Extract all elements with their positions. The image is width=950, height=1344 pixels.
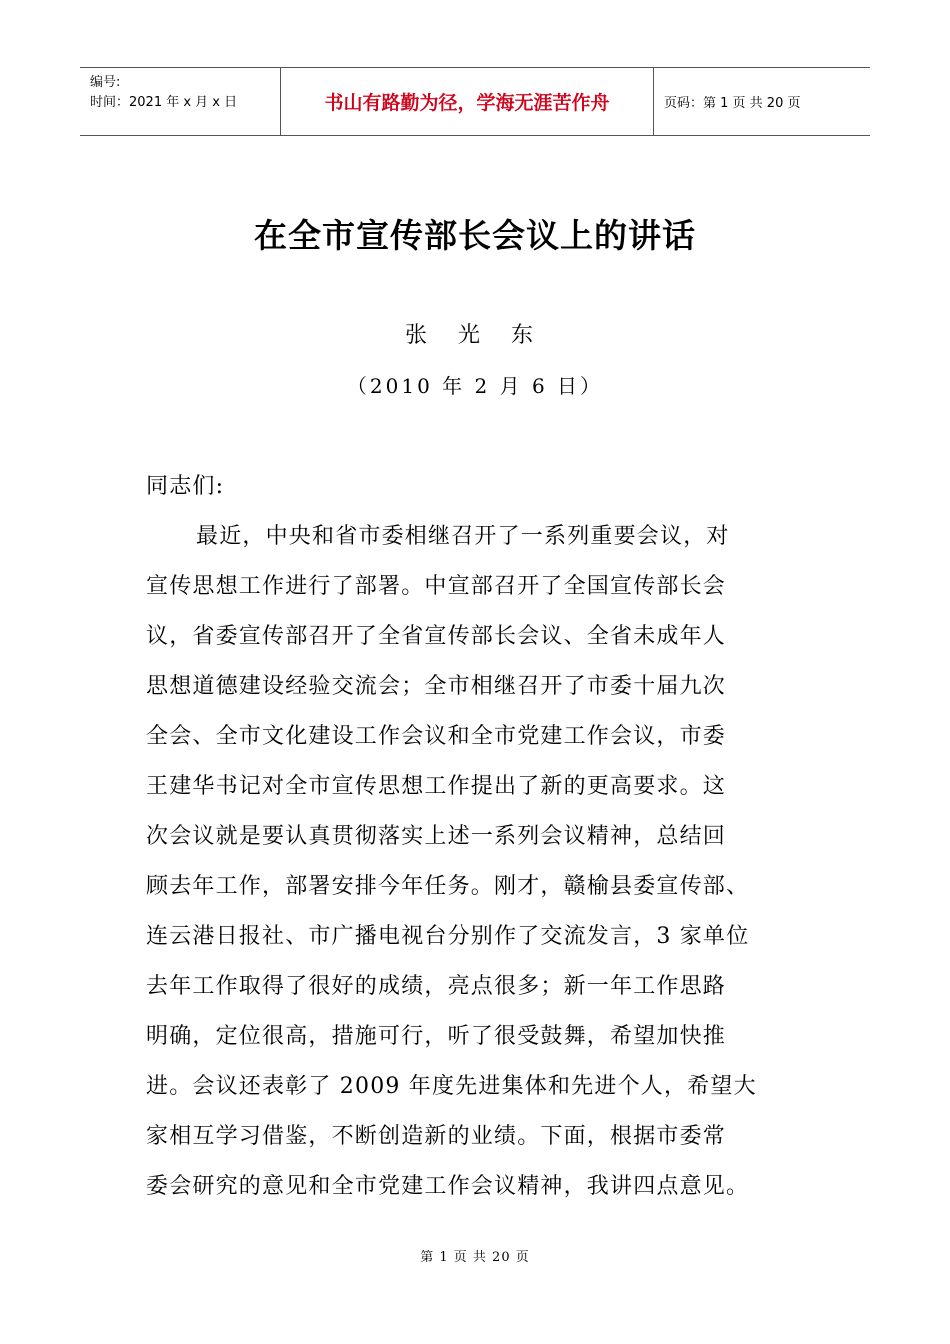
document-number-label: 编号: xyxy=(90,75,121,90)
body-line: 进。会议还表彰了 2009 年度先进集体和先进个人，希望大 xyxy=(146,1074,757,1099)
header-page-cell xyxy=(654,68,870,135)
body-line: 思想道德建设经验交流会；全市相继召开了市委十届九次 xyxy=(146,674,727,699)
body-line: 家相互学习借鉴，不断创造新的业绩。下面，根据市委常 xyxy=(146,1124,727,1149)
salutation: 同志们: xyxy=(146,474,225,499)
body-line: 连云港日报社、市广播电视台分别作了交流发言，3 家单位 xyxy=(146,924,750,949)
body-line: 最近，中央和省市委相继召开了一系列重要会议，对 xyxy=(196,524,730,549)
document-date: （2010 年 2 月 6 日） xyxy=(346,374,604,398)
document-body xyxy=(146,462,812,1212)
body-line: 王建华书记对全市宣传思想工作提出了新的更高要求。这 xyxy=(146,774,727,799)
body-line: 宣传思想工作进行了部署。中宣部召开了全国宣传部长会 xyxy=(146,574,727,599)
document-title: 在全市宣传部长会议上的讲话 xyxy=(254,216,696,255)
header-table xyxy=(80,67,870,136)
header-meta-cell xyxy=(80,68,281,135)
body-line: 明确，定位很高，措施可行，听了很受鼓舞，希望加快推 xyxy=(146,1024,727,1049)
body-line: 去年工作取得了很好的成绩，亮点很多；新一年工作思路 xyxy=(146,974,727,999)
page-footer: 第 1 页 共 20 页 xyxy=(420,1250,530,1265)
page-info-text: 页码：第 1 页 共 20 页 xyxy=(664,96,801,111)
body-line: 全会、全市文化建设工作会议和全市党建工作会议，市委 xyxy=(146,724,727,749)
body-line: 委会研究的意见和全市党建工作会议精神，我讲四点意见。 xyxy=(146,1174,750,1199)
document-author: 张 光 东 xyxy=(405,323,545,348)
body-line: 次会议就是要认真贯彻落实上述一系列会议精神，总结回 xyxy=(146,824,727,849)
motto-text: 书山有路勤为径，学海无涯苦作舟 xyxy=(324,92,610,114)
body-line: 议，省委宣传部召开了全省宣传部长会议、全省未成年人 xyxy=(146,624,727,649)
document-time-label: 时间：2021 年 x 月 x 日 xyxy=(90,95,238,110)
header-motto-cell xyxy=(281,68,654,135)
body-line: 顾去年工作，部署安排今年任务。刚才，赣榆县委宣传部、 xyxy=(146,874,750,899)
